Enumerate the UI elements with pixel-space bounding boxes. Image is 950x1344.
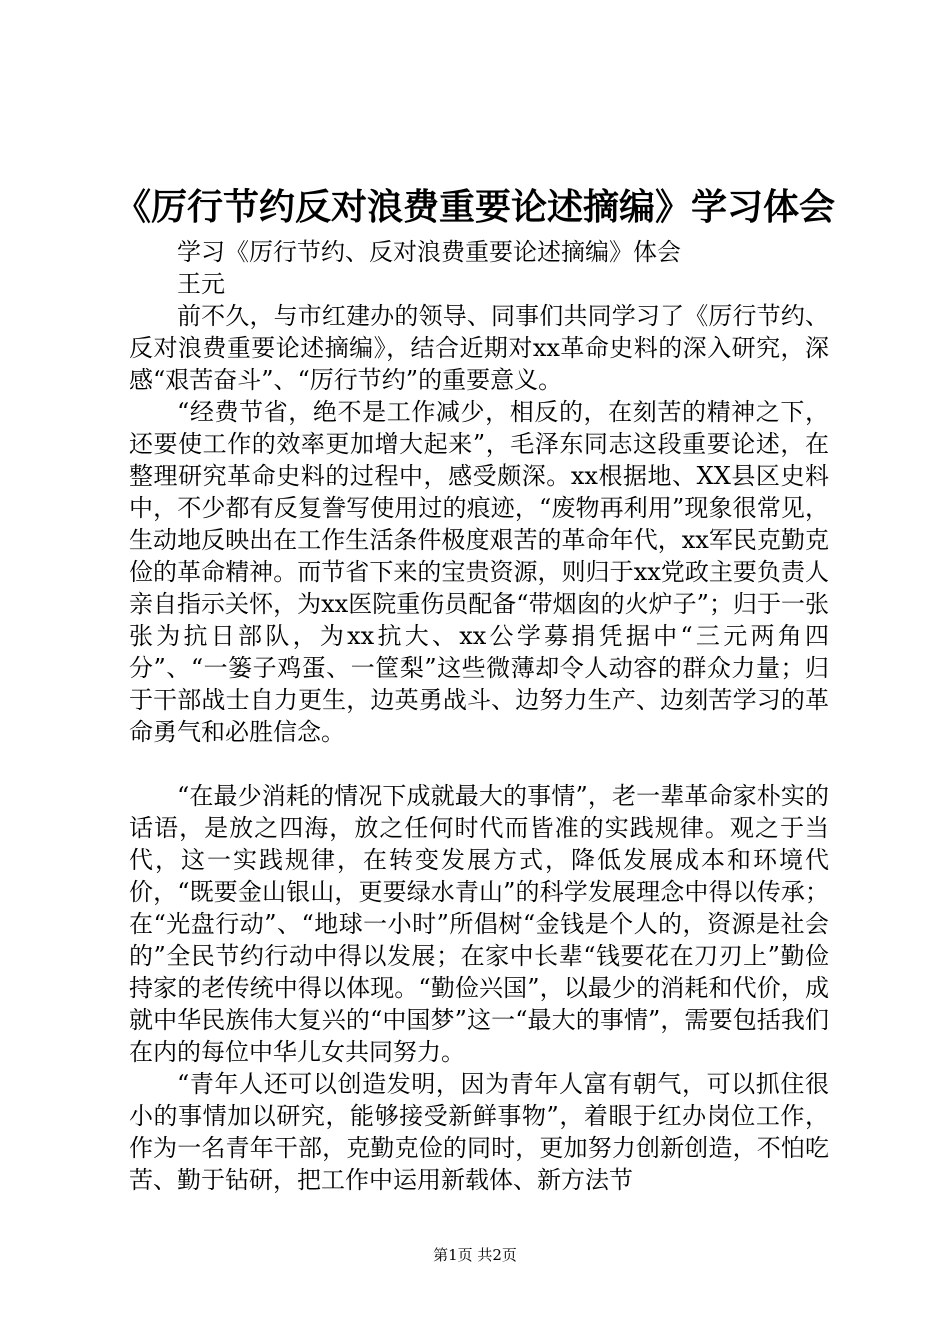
document-body <box>129 236 829 1196</box>
body-paragraph-4: “青年人还可以创造发明，因为青年人富有朝气，可以抓住很小的事情加以研究，能够接受新鲜事物”，着眼于红办岗位工作，作为一名青年干部，克勤克俭的同时，更加努力创新创造，不怕吃苦、勤于钻研，把工作中运用新载体、新方法节 <box>129 1070 829 1194</box>
document-author: 王元 <box>177 270 225 298</box>
page-footer: 第1页 共2页 <box>433 1246 517 1264</box>
body-paragraph-3: “在最少消耗的情况下成就最大的事情”，老一辈革命家朴实的话语，是放之四海，放之任何时代而皆准的实践规律。观之于当代，这一实践规律，在转变发展方式，降低发展成本和环境代价，“既要金山银山，更要绿水青山”的科学发展理念中得以传承；在“光盘行动”、“地球一小时”所倡树“金钱是个人的，资源是社会的”全民节约行动中得以发展；在家中长辈“钱要花在刀刃上”勤俭持家的老传统中得以体现。“勤俭兴国”，以最少的消耗和代价，成就中华民族伟大复兴的“中国梦”这一“最大的事情”，需要包括我们在内的每位中华儿女共同努力。 <box>129 782 829 1066</box>
body-paragraph-2: “经费节省，绝不是工作减少，相反的，在刻苦的精神之下，还要使工作的效率更加增大起来”，毛泽东同志这段重要论述，在整理研究革命史料的过程中，感受颇深。xx根据地、XX县区史料中，不少都有反复誊写使用过的痕迹，“废物再利用”现象很常见，生动地反映出在工作生活条件极度艰苦的革命年代，xx军民克勤克俭的革命精神。而节省下来的宝贵资源，则归于xx党政主要负责人亲自指示关怀，为xx医院重伤员配备“带烟囱的火炉子”；归于一张张为抗日部队，为xx抗大、xx公学募捐凭据中“三元两角四分”、“一篓子鸡蛋、一筐梨”这些微薄却令人动容的群众力量；归于干部战士自力更生，边英勇战斗、边努力生产、边刻苦学习的革命勇气和必胜信念。 <box>129 398 829 746</box>
document-subtitle: 学习《厉行节约、反对浪费重要论述摘编》体会 <box>177 238 681 266</box>
body-paragraph-1: 前不久，与市红建办的领导、同事们共同学习了《厉行节约、反对浪费重要论述摘编》，结合近期对xx革命史料的深入研究，深感“艰苦奋斗”、“厉行节约”的重要意义。 <box>129 302 829 394</box>
document-title: 《厉行节约反对浪费重要论述摘编》学习体会 <box>114 186 835 228</box>
